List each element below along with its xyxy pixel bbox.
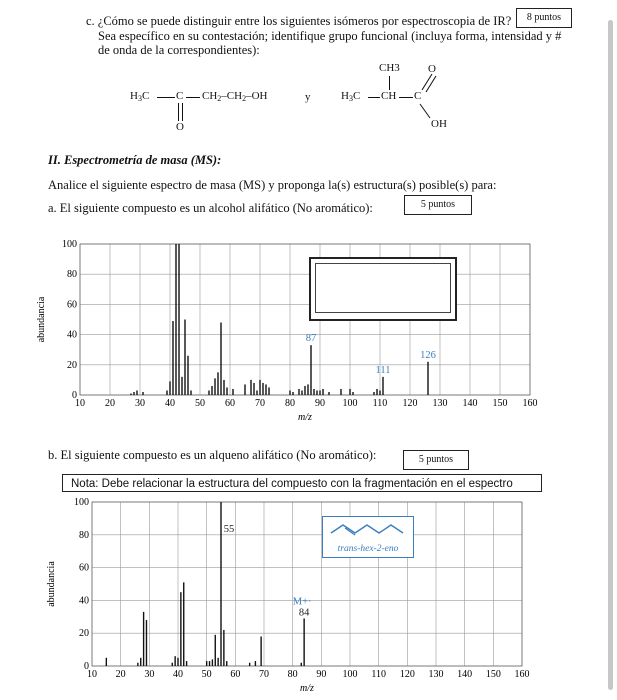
question-c-line2: Sea específico en su contestación; identifique grupo funcional (incluya forma, intensidad y # bbox=[98, 29, 562, 43]
points-badge-a: 5 puntos bbox=[404, 195, 472, 215]
x-tick-label: 140 bbox=[462, 398, 478, 409]
y-tick-label: 100 bbox=[74, 497, 89, 508]
part-a-text: a. El siguiente compuesto es un alcohol alifático (No aromático): bbox=[48, 201, 373, 215]
double-bond bbox=[178, 103, 179, 121]
peak-label: 84 bbox=[298, 607, 310, 619]
part-b-text: b. El siguiente compuesto es un alqueno alifático (No aromático): bbox=[48, 448, 377, 462]
x-tick-label: 130 bbox=[432, 398, 448, 409]
carboxyl-carbon: C bbox=[414, 90, 422, 102]
x-tick-label: 60 bbox=[225, 398, 235, 409]
x-tick-label: 40 bbox=[165, 398, 175, 409]
structure-box bbox=[322, 516, 414, 558]
note-box: Nota: Debe relacionar la estructura del compuesto con la fragmentación en el espectro bbox=[62, 474, 542, 492]
hydroxyl: OH bbox=[431, 118, 447, 130]
x-tick-label: 130 bbox=[428, 669, 444, 680]
bond bbox=[389, 76, 390, 90]
section-ii-intro: Analice el siguiente espectro de masa (MS) y proponga la(s) estructura(s) posible(s) para: bbox=[48, 178, 497, 192]
bond bbox=[157, 97, 175, 98]
carbonyl-oxygen: O bbox=[428, 63, 436, 75]
x-tick-label: 10 bbox=[87, 669, 97, 680]
points-badge-b: 5 puntos bbox=[403, 450, 469, 470]
peak-label: 55 bbox=[223, 524, 235, 535]
question-c-line3: de onda de la correspondientes): bbox=[98, 43, 260, 57]
molecule-1: $H_3C$ bbox=[130, 90, 150, 103]
x-tick-label: 150 bbox=[485, 669, 501, 680]
structure-label: trans-hex-2-eno bbox=[337, 544, 399, 554]
x-axis-label: m/z bbox=[298, 412, 312, 423]
mass-spectrum-b bbox=[40, 494, 550, 700]
double-bond bbox=[182, 103, 183, 121]
peak-label: 87 bbox=[305, 333, 317, 345]
chain: $CH_2-CH_2-OH$ bbox=[202, 90, 268, 103]
x-tick-label: 60 bbox=[230, 669, 241, 680]
ch-group: CH bbox=[381, 90, 397, 102]
mass-spectrum-a bbox=[30, 232, 550, 437]
x-tick-label: 90 bbox=[316, 669, 327, 680]
x-tick-label: 80 bbox=[285, 398, 295, 409]
methyl-group: CH3 bbox=[379, 62, 400, 74]
x-tick-label: 150 bbox=[492, 398, 508, 409]
y-tick-label: 40 bbox=[79, 595, 89, 607]
x-axis-label: m/z bbox=[300, 683, 314, 694]
y-tick-label: 80 bbox=[67, 269, 77, 281]
peak-label: 126 bbox=[420, 349, 436, 361]
x-tick-label: 110 bbox=[372, 398, 388, 409]
x-tick-label: 30 bbox=[144, 669, 155, 680]
points-badge-c: 8 puntos bbox=[516, 8, 572, 28]
y-axis-label: abundancia bbox=[36, 296, 47, 343]
x-tick-label: 70 bbox=[255, 398, 265, 409]
x-tick-label: 10 bbox=[75, 398, 85, 409]
x-tick-label: 120 bbox=[399, 669, 415, 680]
answer-box bbox=[309, 257, 457, 321]
bond bbox=[368, 97, 380, 98]
x-tick-label: 120 bbox=[402, 398, 418, 409]
peak-label: 111 bbox=[375, 364, 391, 376]
peak-label: M+· bbox=[292, 596, 312, 608]
x-tick-label: 100 bbox=[342, 398, 358, 409]
y-tick-label: 20 bbox=[79, 628, 89, 640]
molecule-2: $H_3C$ bbox=[341, 90, 361, 103]
x-tick-label: 80 bbox=[287, 669, 298, 680]
y-axis-label: abundancia bbox=[46, 561, 57, 607]
carbonyl-carbon: C bbox=[176, 90, 184, 102]
x-tick-label: 20 bbox=[105, 398, 115, 409]
x-tick-label: 20 bbox=[115, 669, 126, 680]
question-c-line1: c. ¿Cómo se puede distinguir entre los siguientes isómeros por espectroscopia de IR? bbox=[86, 14, 512, 28]
x-tick-label: 160 bbox=[514, 669, 530, 680]
y-tick-label: 0 bbox=[72, 390, 77, 401]
x-tick-label: 50 bbox=[201, 669, 212, 680]
x-tick-label: 40 bbox=[173, 669, 183, 680]
y-tick-label: 20 bbox=[67, 359, 77, 371]
plot-frame bbox=[92, 502, 522, 666]
x-tick-label: 70 bbox=[259, 669, 269, 680]
y-tick-label: 40 bbox=[67, 329, 77, 341]
x-tick-label: 140 bbox=[457, 669, 473, 680]
y-tick-label: 60 bbox=[79, 562, 89, 574]
plot-frame bbox=[80, 244, 530, 395]
x-tick-label: 110 bbox=[371, 669, 386, 680]
x-tick-label: 90 bbox=[315, 398, 325, 409]
alkene-skeleton-icon bbox=[323, 517, 413, 541]
connector-y: y bbox=[305, 91, 311, 103]
x-tick-label: 30 bbox=[135, 398, 145, 409]
y-tick-label: 100 bbox=[62, 239, 77, 250]
y-tick-label: 80 bbox=[79, 529, 89, 541]
y-tick-label: 60 bbox=[67, 299, 77, 311]
y-tick-label: 0 bbox=[84, 661, 89, 672]
x-tick-label: 50 bbox=[195, 398, 205, 409]
x-tick-label: 160 bbox=[522, 398, 538, 409]
scrollbar[interactable] bbox=[608, 20, 613, 690]
oxygen: O bbox=[176, 121, 184, 133]
carboxyl-bonds bbox=[410, 66, 450, 126]
x-tick-label: 100 bbox=[342, 669, 358, 680]
bond bbox=[186, 97, 200, 98]
section-ii-title: II. Espectrometría de masa (MS): bbox=[48, 153, 222, 167]
